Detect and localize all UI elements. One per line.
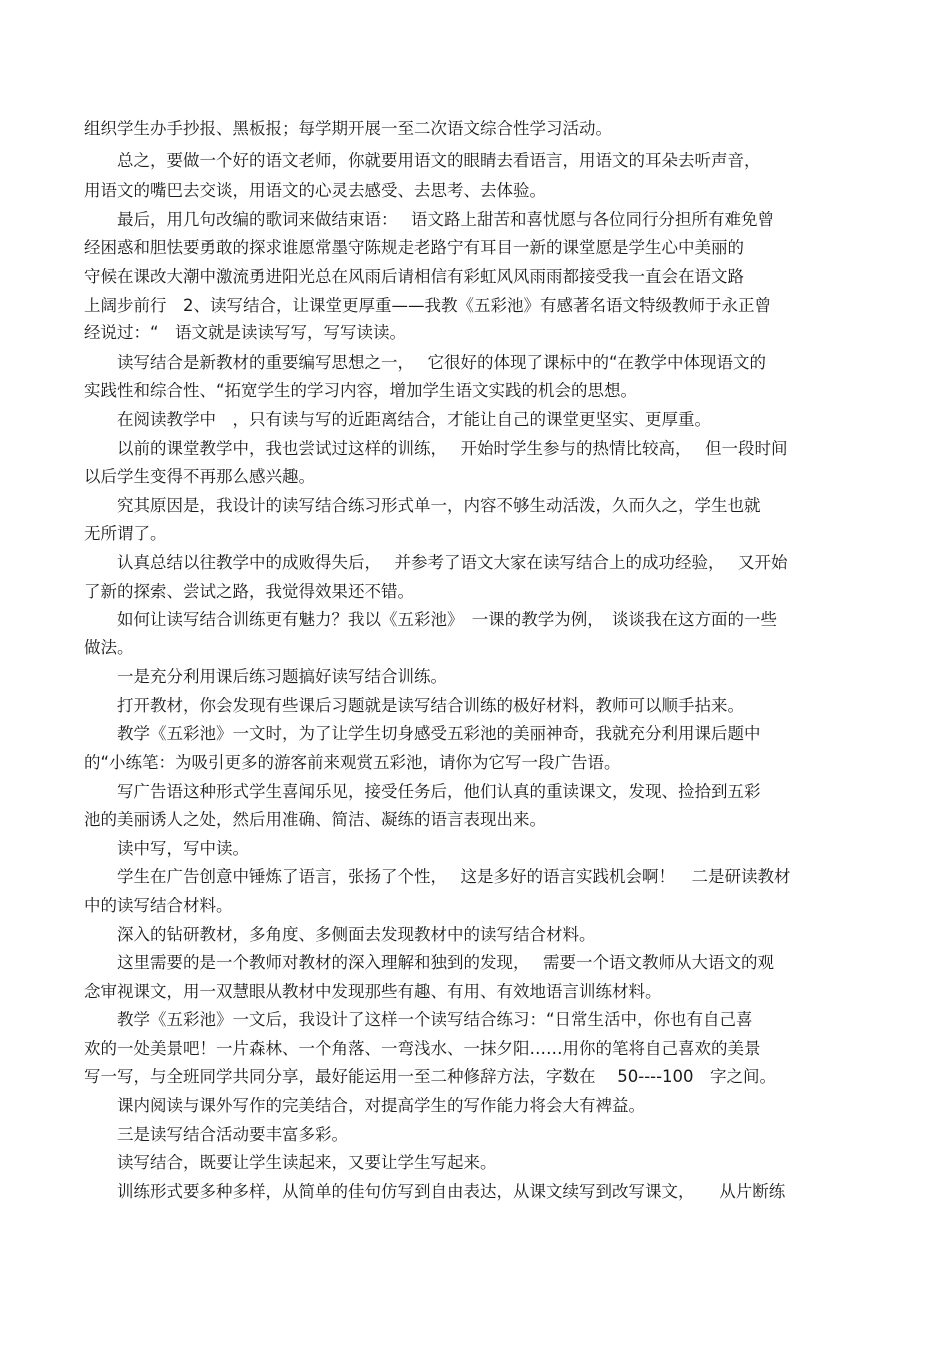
text-line: 读中写，写中读。 [84,839,249,858]
text-line: 读写结合是新教材的重要编写思想之一， 它很好的体现了课标中的“在教学中体现语文的 [84,353,767,372]
text-line: 这里需要的是一个教师对教材的深入理解和独到的发现， 需要一个语文教师从大语文的观 [84,953,774,972]
text-line: 深入的钻研教材，多角度、多侧面去发现教材中的读写结合材料。 [84,925,596,944]
text-line: 三是读写结合活动要丰富多彩。 [84,1125,348,1144]
text-line: 训练形式要多种多样，从简单的佳句仿写到自由表达，从课文续写到改写课文， 从片断练 [84,1182,786,1201]
text-line: 学生在广告创意中锤炼了语言，张扬了个性， 这是多好的语言实践机会啊！ 二是研读教材 [84,867,791,886]
text-line: 经困惑和胆怯要勇敢的探求谁愿常墨守陈规走老路宁有耳目一新的课堂愿是学生心中美丽的 [84,238,744,257]
text-line: 认真总结以往教学中的成败得失后， 并参考了语文大家在读写结合上的成功经验， 又开始 [84,553,788,572]
text-line: 的“小练笔：为吸引更多的游客前来观赏五彩池，请你为它写一段广告语。 [84,753,621,772]
text-line: 教学《五彩池》一文后，我设计了这样一个读写结合练习：“日常生活中，你也有自己喜 [84,1010,753,1029]
text-line: 究其原因是，我设计的读写结合练习形式单一，内容不够生动活泼，久而久之，学生也就 [84,496,761,515]
text-line: 了新的探索、尝试之路，我觉得效果还不错。 [84,582,414,601]
text-line: 欢的一处美景吧！一片森林、一个角落、一弯浅水、一抹夕阳……用你的笔将自己喜欢的美景 [84,1039,761,1058]
text-line: 上阔步前行 2、读写结合，让课堂更厚重——我教《五彩池》有感著名语文特级教师于永正曾 [84,296,771,315]
text-line: 在阅读教学中 ，只有读与写的近距离结合，才能让自己的课堂更坚实、更厚重。 [84,410,711,429]
text-line: 做法。 [84,638,134,657]
text-line: 实践性和综合性、“拓宽学生的学习内容，增加学生语文实践的机会的思想。 [84,381,638,400]
text-line: 中的读写结合材料。 [84,896,233,915]
text-line: 以前的课堂教学中，我也尝试过这样的训练， 开始时学生参与的热情比较高， 但一段时间 [84,439,788,458]
text-line: 念审视课文，用一双慧眼从教材中发现那些有趣、有用、有效地语言训练材料。 [84,982,662,1001]
text-line: 无所谓了。 [84,524,167,543]
text-line: 如何让读写结合训练更有魅力？我以《五彩池》 一课的教学为例， 谈谈我在这方面的一些 [84,610,777,629]
text-line: 最后，用几句改编的歌词来做结束语： 语文路上甜苦和喜忧愿与各位同行分担所有难免曾 [84,210,774,229]
text-line: 经说过：“ 语文就是读读写写，写写读读。 [84,323,407,342]
text-line: 教学《五彩池》一文时，为了让学生切身感受五彩池的美丽神奇，我就充分利用课后题中 [84,724,761,743]
text-line: 写一写，与全班同学共同分享，最好能运用一至二种修辞方法，字数在 50----100 字之间。 [84,1067,777,1086]
text-line: 池的美丽诱人之处，然后用准确、简洁、凝练的语言表现出来。 [84,810,546,829]
text-line: 打开教材，你会发现有些课后习题就是读写结合训练的极好材料，教师可以顺手拈来。 [84,696,744,715]
text-line: 读写结合，既要让学生读起来，又要让学生写起来。 [84,1153,497,1172]
text-line: 总之，要做一个好的语文老师，你就要用语文的眼睛去看语言，用语文的耳朵去听声音， [84,151,761,170]
text-line: 守候在课改大潮中激流勇进阳光总在风雨后请相信有彩虹风风雨雨都接受我一直会在语文路 [84,267,744,286]
text-line: 一是充分利用课后练习题搞好读写结合训练。 [84,667,447,686]
text-line: 组织学生办手抄报、黑板报；每学期开展一至二次语文综合性学习活动。 [84,119,612,138]
text-line: 课内阅读与课外写作的完美结合，对提高学生的写作能力将会大有裨益。 [84,1096,645,1115]
text-line: 以后学生变得不再那么感兴趣。 [84,467,315,486]
text-line: 写广告语这种形式学生喜闻乐见，接受任务后，他们认真的重读课文，发现、捡拾到五彩 [84,782,761,801]
text-line: 用语文的嘴巴去交谈，用语文的心灵去感受、去思考、去体验。 [84,181,546,200]
